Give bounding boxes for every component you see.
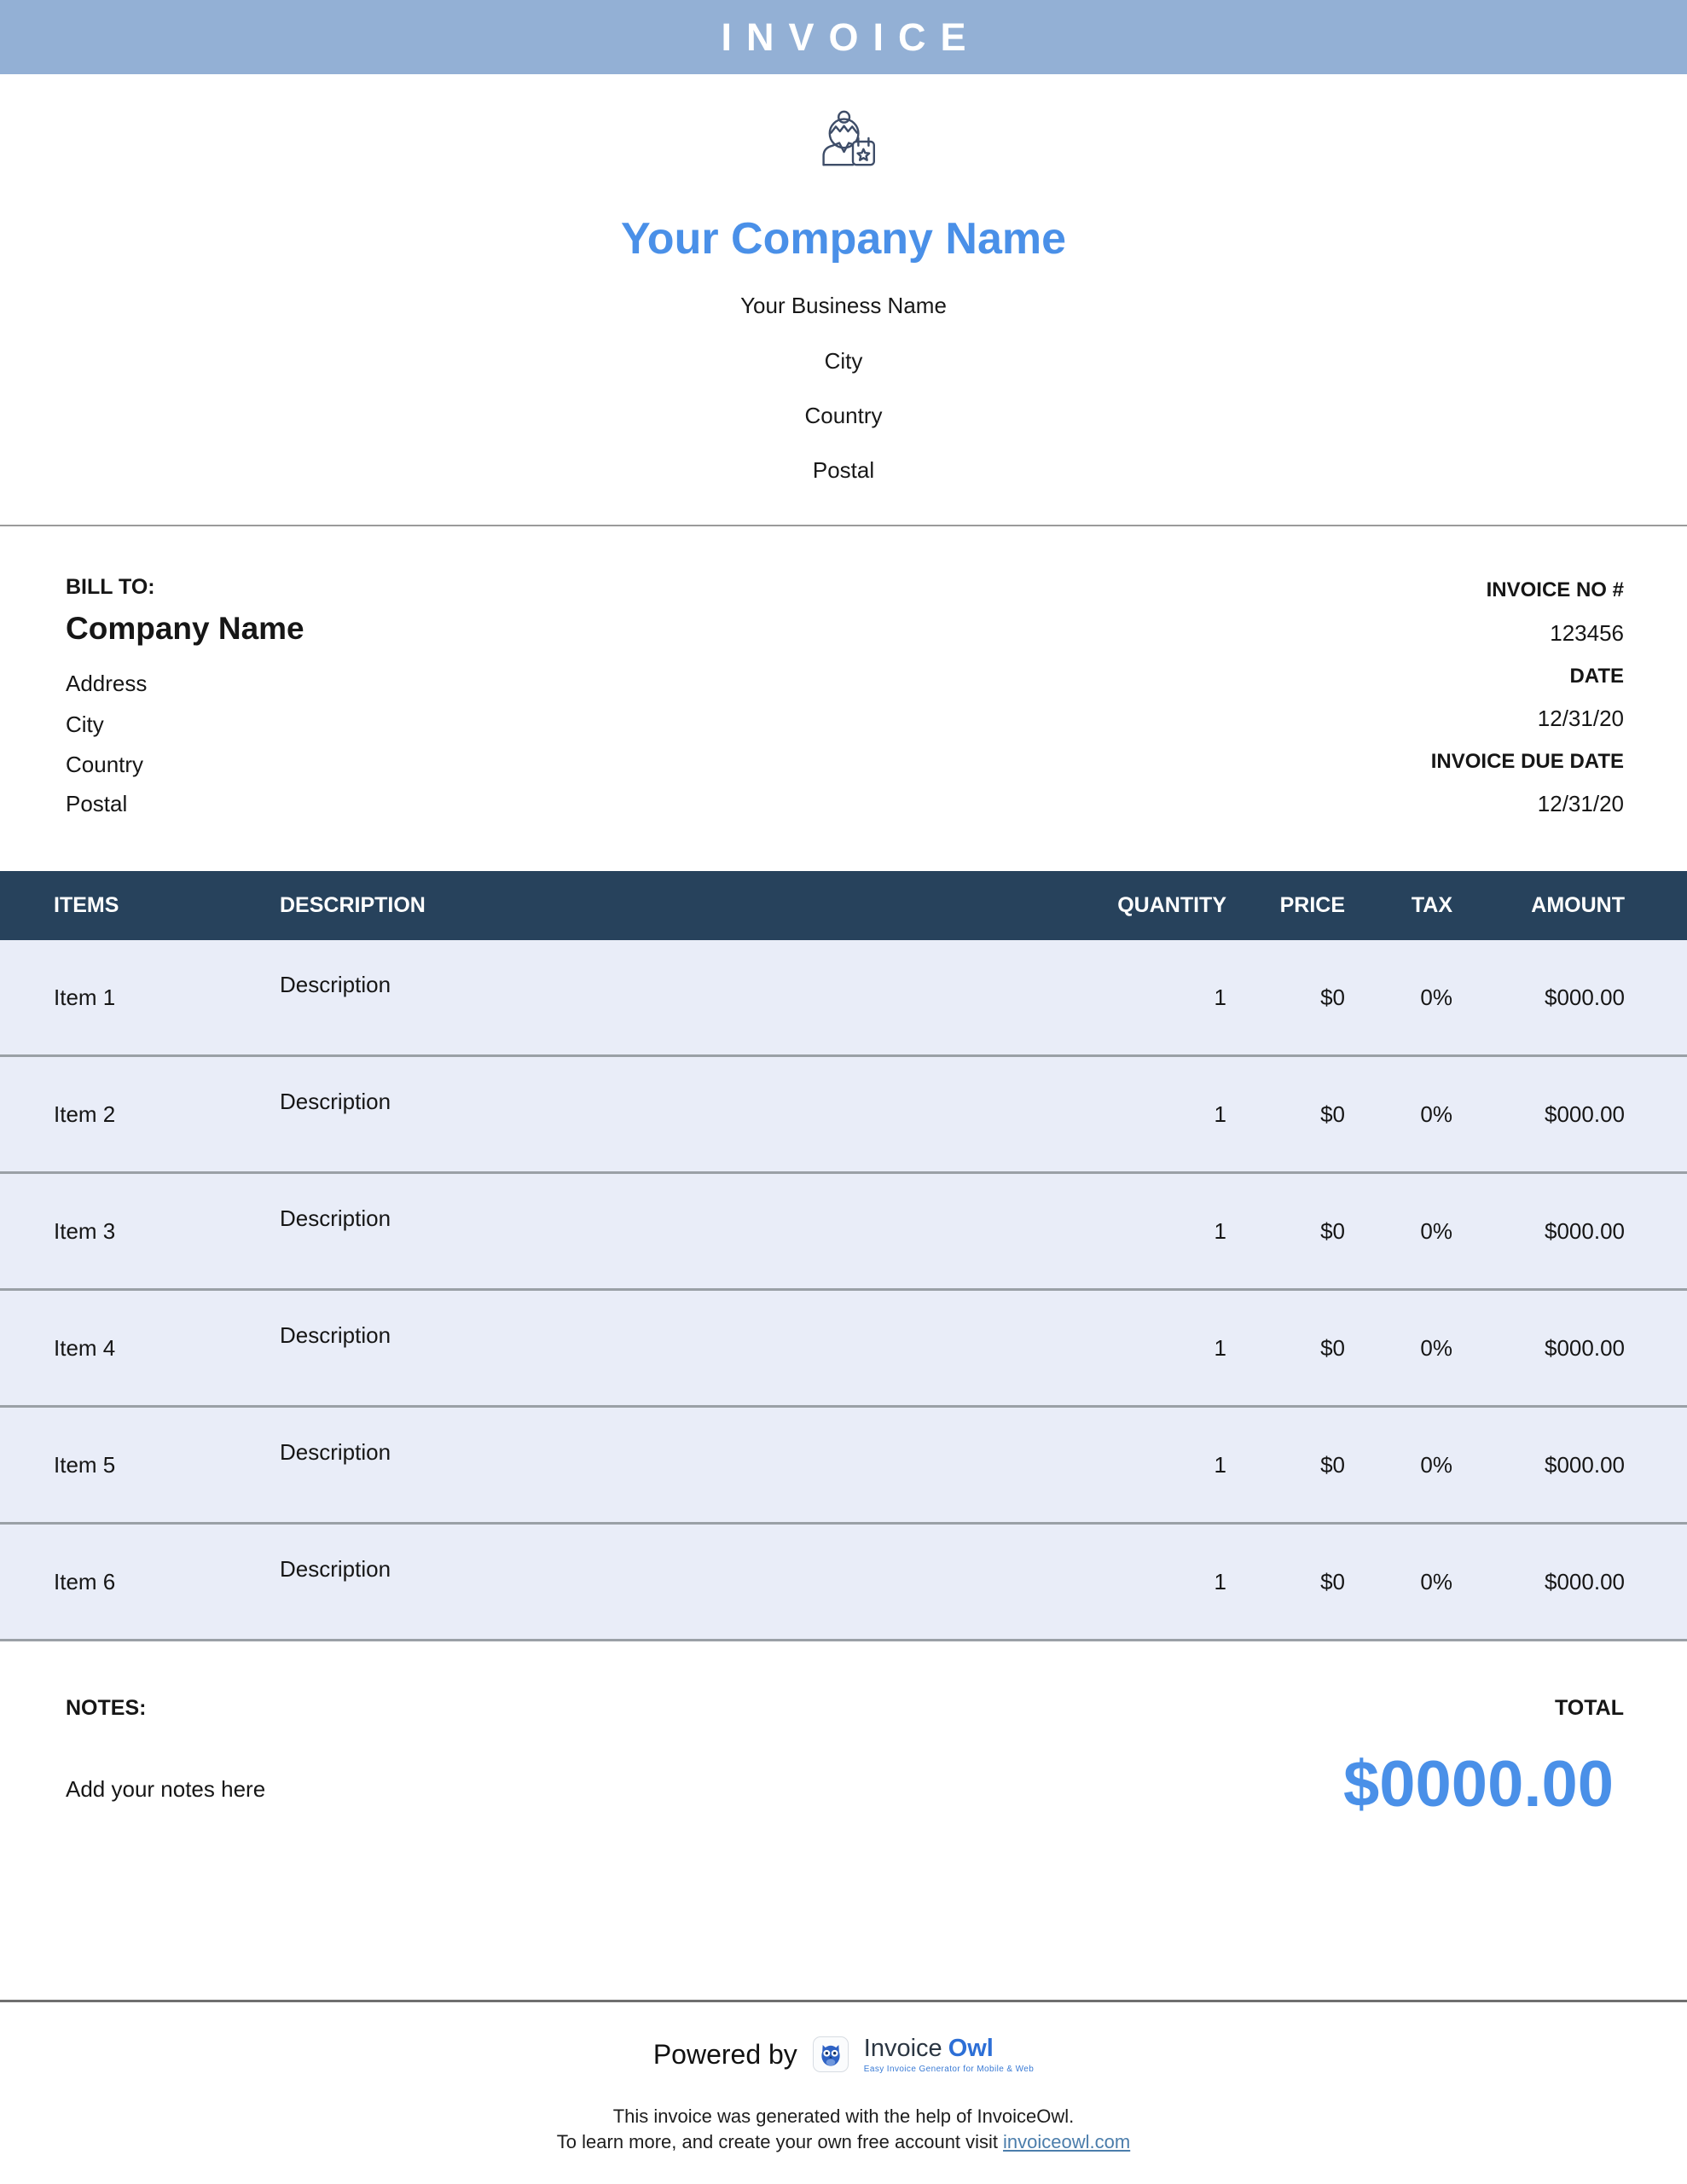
row-amount: $000.00 (1545, 1568, 1625, 1594)
invoiceowl-logo-badge (813, 2036, 849, 2072)
logo-tagline: Easy Invoice Generator for Mobile & Web (863, 2065, 1035, 2074)
row-tax: 0% (1420, 984, 1452, 1010)
row-item-name: Item 2 (54, 1101, 116, 1127)
invoice-due-date-value: 12/31/20 (1537, 791, 1624, 816)
row-description-cell (280, 1321, 971, 1362)
row-tax: 0% (1420, 1568, 1452, 1594)
row-description: Description (280, 1555, 391, 1582)
row-price: $0 (1320, 984, 1345, 1010)
bill-to-company-name: Company Name (66, 611, 304, 646)
row-description: Description (280, 1088, 391, 1114)
invoice-date-label: DATE (1569, 665, 1624, 688)
row-description-cell (280, 1438, 971, 1478)
bill-to-country: Country (66, 752, 144, 777)
table-row (0, 1525, 1687, 1641)
table-row (0, 1408, 1687, 1525)
row-price: $0 (1320, 1101, 1345, 1127)
invoiceowl-link[interactable]: invoiceowl.com (1003, 2131, 1131, 2152)
header-price: PRICE (1279, 893, 1345, 917)
invoice-due-date-label: INVOICE DUE DATE (1430, 750, 1624, 773)
row-quantity: 1 (1214, 1568, 1226, 1594)
row-price: $0 (1320, 1451, 1345, 1478)
header-amount: AMOUNT (1531, 893, 1625, 917)
footer-divider (0, 2000, 1687, 2002)
row-amount: $000.00 (1545, 1334, 1625, 1361)
owl-icon (816, 2040, 845, 2069)
invoiceowl-logo-text (864, 2035, 1034, 2074)
items-table-body (0, 940, 1687, 1641)
row-tax: 0% (1420, 1451, 1452, 1478)
row-amount: $000.00 (1545, 1217, 1625, 1244)
total-value: $0000.00 (1343, 1748, 1614, 1821)
row-quantity: 1 (1214, 1451, 1226, 1478)
row-description: Description (280, 1438, 391, 1465)
bill-to-label: BILL TO: (66, 575, 155, 599)
row-quantity: 1 (1214, 1217, 1226, 1244)
header-divider (0, 525, 1687, 526)
row-tax: 0% (1420, 1217, 1452, 1244)
company-logo (812, 107, 880, 176)
header-items: ITEMS (54, 893, 119, 917)
powered-by-label: Powered by (652, 2038, 797, 2070)
row-quantity: 1 (1214, 984, 1226, 1010)
logo-word-invoice: Invoice (863, 2035, 942, 2062)
row-item-name: Item 3 (54, 1217, 116, 1244)
row-price: $0 (1320, 1334, 1345, 1361)
footer-learn-more-text (0, 2131, 1687, 2153)
row-description-cell (280, 1088, 971, 1128)
row-amount: $000.00 (1545, 1451, 1625, 1478)
invoice-no-value: 123456 (1550, 620, 1624, 646)
company-postal: Postal (812, 457, 875, 483)
header-description: DESCRIPTION (280, 893, 426, 917)
row-tax: 0% (1420, 1334, 1452, 1361)
row-quantity: 1 (1214, 1101, 1226, 1127)
row-price: $0 (1320, 1217, 1345, 1244)
row-description-cell (280, 971, 971, 1011)
row-tax: 0% (1420, 1101, 1452, 1127)
header-quantity: QUANTITY (1117, 893, 1226, 917)
row-quantity: 1 (1214, 1334, 1226, 1361)
row-item-name: Item 1 (54, 984, 116, 1010)
table-row (0, 1057, 1687, 1174)
bill-to-postal: Postal (66, 791, 128, 816)
row-amount: $000.00 (1545, 1101, 1625, 1127)
logo-word-owl: Owl (948, 2035, 994, 2062)
bill-to-address: Address (66, 671, 148, 696)
invoice-date-value: 12/31/20 (1537, 706, 1624, 731)
row-description: Description (280, 1321, 391, 1348)
footer-generated-text: This invoice was generated with the help of InvoiceOwl. (612, 2106, 1075, 2127)
row-item-name: Item 4 (54, 1334, 116, 1361)
invoice-banner (0, 0, 1687, 74)
company-city: City (824, 348, 863, 374)
row-description-cell (280, 1205, 971, 1245)
company-business-name: Your Business Name (740, 293, 947, 318)
footer-learn-more-prefix: To learn more, and create your own free account visit (556, 2131, 999, 2152)
table-row (0, 1174, 1687, 1291)
row-price: $0 (1320, 1568, 1345, 1594)
invoice-banner-title: INVOICE (721, 15, 981, 59)
items-table (0, 871, 1687, 1641)
invoice-no-label: INVOICE NO # (1486, 578, 1624, 601)
powered-by-row (0, 2035, 1687, 2074)
row-description: Description (280, 1205, 391, 1231)
row-item-name: Item 5 (54, 1451, 116, 1478)
table-row (0, 1291, 1687, 1408)
table-row (0, 940, 1687, 1057)
row-description-cell (280, 1555, 971, 1595)
bill-to-city: City (66, 712, 104, 737)
total-label: TOTAL (1554, 1696, 1624, 1720)
items-table-header (0, 871, 1687, 940)
row-item-name: Item 6 (54, 1568, 116, 1594)
notes-label: NOTES: (66, 1696, 147, 1720)
person-calendar-icon (812, 107, 880, 176)
row-amount: $000.00 (1545, 984, 1625, 1010)
row-description: Description (280, 971, 391, 997)
company-name: Your Company Name (620, 214, 1067, 264)
header-tax: TAX (1411, 893, 1452, 917)
notes-text: Add your notes here (66, 1776, 266, 1802)
company-country: Country (804, 403, 883, 428)
